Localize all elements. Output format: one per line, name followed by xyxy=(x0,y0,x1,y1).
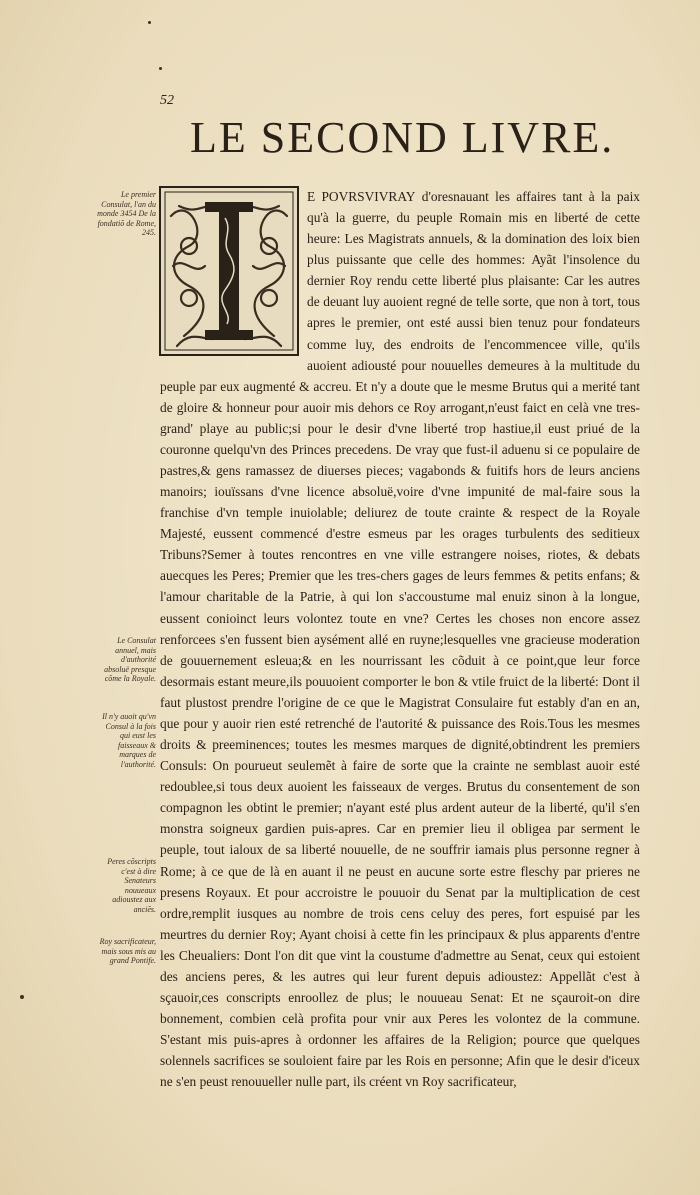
ornamental-initial-I-icon xyxy=(159,186,299,356)
margin-note-4: Peres cõscripts c'est à dire Senateurs nouueaux adioustez aux anciẽs. xyxy=(107,857,156,914)
paper-speck xyxy=(159,67,162,70)
lead-words: E POVRSVIVRAY xyxy=(307,189,416,204)
margin-note-5: Roy sacrificateur, mais sous mis au grand Pontife. xyxy=(99,937,156,966)
margin-note-1: Le premier Consulat, l'an du monde 3454 De la fondatiõ de Rome, 245. xyxy=(97,190,156,238)
margin-note-2: Le Consulat annuel, mais d'authorité absoluë presque cõme la Royale. xyxy=(104,636,156,684)
paper-speck xyxy=(148,21,151,24)
body-text xyxy=(160,186,640,1092)
chapter-title: LE SECOND LIVRE. xyxy=(190,113,615,162)
page-number: 52 xyxy=(160,93,174,108)
body-paragraph: d'oresnauant les affaires tant à la paix qu'à la guerre, du peuple Romain mis en liberté de cette heure: Les Magistrats annuels, & la domination des loix bien plus puissante que celle des hommes: Ayãt l'insolence du dernier Roy rendu cette liberté plus plaisante: Car les autres de deuant luy auoient regné de telle sorte, que non à tort, tous apres le premier, ont esté aussi bien tenuz pour fondateurs comme luy, des endroits de l'encommencee ville, qu'ils auoient adiousté pour nouuelles demeures à la multitude du peuple par eux augmenté & accreu. Et n'y a doute que le mesme Brutus qui a merité tant de gloire & honneur pour auoir mis dehors ce Roy arrogant,n'eust faict en celà vne tres-grand' playe au public;si pour le desir d'vne liberté trop hastiue,il eust priué de la couronne quelqu'vn des Princes precedens. De vray que fust-il aduenu si ce populaire de pastres,& gens ramassez de diuerses pieces; vagabonds & fuitifs hors de leurs anciens manoirs; iouïssans d'vne licence absoluë,voire d'vne impunité de mal-faire sous la franchise d'vn temple inuiolable; deliurez de toute crainte & respect de la Royale Majesté, eussent commencé d'estre esmeus par les orages turbulents des seditieux Tribuns?Semer à toutes rencontres en vne ville estrangere noises, riotes, & debats auecques les Peres; Premier que les tres-chers gages de leurs femmes & petits enfans; & l'amour charitable de la Patrie, à qui lon s'accoustume mal enuiz sinon à la longue, eussent conioinct leurs volontez toute en vne? Certes les choses non encore assez renforcees s'en fussent bien aysément allé en ruyne;lesquelles vne gracieuse moderation de gouuernement esleua;& en les nourrissant les cõduit à ce point,que leur force desormais estant meure,ils pouuoient comporter le bon & vtile fruict de la liberté: Dont il faut plustost prendre l'origine de ce que le Magistrat Consulaire fut estably d'an en an, que pour y auoir rien esté retrenché de l'autorité & puissance des Rois.Tous les mesmes droits & preeminences; toutes les mesmes marques de dignité,obtindrent les premiers Consuls: On pourueut seulemẽt à faire de sorte que la crainte ne semblast auoir esté redoublee,si tous deux auoient les faisseaux de verges. Brutus du consentement de son compagnon les obtint le premier; n'ayant esté plus ardent auteur de la liberté, qu'il s'en monstra soigneux gardien puis-apres. Car en premier lieu il obligea par serment le peuple, tout ialoux de sa liberté nouuelle, de ne souffrir iamais plus personne regner à Rome; à ce que de là en auant il ne peust en aucune sorte estre fleschy par prieres ne presens Royaux. Et pour accroistre le pouuoir du Senat par la multiplication de cest ordre,remplit iusques au nombre de trois cens celuy des peres, fort espuisé par les meurtres du dernier Roy; Ayant choisi à cette fin les principaux & plus apparents d'entre les Cheualiers: Dont l'on dit que vint la coustume d'admettre au Senat, ceux qui estoient des anciens peres, & les autres qui leur furent depuis adioustez: Appellãt c'est à sçauoir,ces conscripts enroollez de plus; le nouueau Senat: Et ne sçauroit-on dire bonnement, combien celà profita pour vnir aux Peres les volontez de la commune. S'estant mis puis-apres à ordonner les affaires de la Religion; pource que quelques solennels sacrifices se souloient faire par les Rois en personne; Afin que le desir d'iceux ne s'en peust renouueller nulle part, ils créent vn Roy sacrificateur, xyxy=(160,189,640,1090)
paper-speck xyxy=(20,995,24,999)
margin-note-3: Il n'y auoit qu'vn Consul à la fois qui eust les faisseaux & marques de l'authorité. xyxy=(102,712,156,769)
